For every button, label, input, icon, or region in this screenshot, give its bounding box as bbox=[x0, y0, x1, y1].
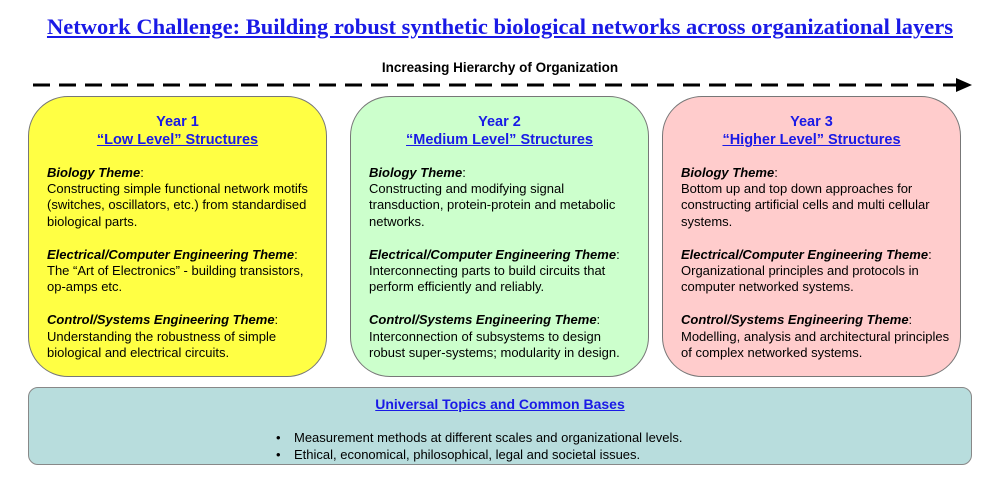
list-item-text: Measurement methods at different scales and organizational levels. bbox=[294, 430, 683, 445]
theme-colon: : bbox=[616, 246, 620, 262]
universal-topics-title: Universal Topics and Common Bases bbox=[375, 396, 625, 412]
year-2-control-theme bbox=[369, 312, 638, 361]
year-1-electrical-theme bbox=[47, 247, 316, 296]
year-1-box bbox=[28, 96, 327, 377]
theme-colon: : bbox=[908, 312, 913, 328]
hierarchy-arrow-head bbox=[956, 78, 972, 92]
year-3-title: Year 3 bbox=[790, 114, 833, 130]
theme-text: Interconnecting parts to build circuits that perform efficiently and reliably. bbox=[369, 263, 606, 295]
year-3-level: “Higher Level” Structures bbox=[722, 132, 901, 148]
year-1-biology-theme bbox=[47, 165, 316, 230]
theme-colon: : bbox=[462, 165, 466, 180]
theme-label: Electrical/Computer Engineering Theme bbox=[369, 246, 617, 262]
year-1-level: “Low Level” Structures bbox=[96, 132, 259, 148]
theme-label: Electrical/Computer Engineering Theme bbox=[681, 246, 929, 262]
year-2-level: “Medium Level” Structures bbox=[406, 132, 593, 148]
list-item bbox=[276, 447, 683, 464]
theme-colon: : bbox=[596, 312, 601, 328]
year-1-title: Year 1 bbox=[156, 114, 199, 130]
year-3-control-theme bbox=[681, 312, 950, 361]
theme-text: Constructing simple functional network motifs (switches, oscillators, etc.) from standardised biological parts. bbox=[47, 181, 308, 229]
universal-topics-list bbox=[276, 430, 683, 463]
theme-colon: : bbox=[140, 165, 144, 180]
theme-colon: : bbox=[294, 246, 298, 262]
year-2-electrical-theme bbox=[369, 247, 638, 296]
theme-label: Biology Theme bbox=[47, 165, 141, 180]
theme-label: Control/Systems Engineering Theme bbox=[681, 312, 909, 328]
universal-topics-box bbox=[28, 387, 972, 465]
list-item bbox=[276, 430, 683, 447]
theme-label: Control/Systems Engineering Theme bbox=[47, 312, 275, 328]
bullet-icon: • bbox=[276, 446, 281, 462]
list-item-text: Ethical, economical, philosophical, legal and societal issues. bbox=[294, 446, 641, 462]
theme-text: Modelling, analysis and architectural principles of complex networked systems. bbox=[681, 328, 950, 360]
bullet-icon: • bbox=[276, 430, 281, 445]
theme-text: Understanding the robustness of simple biological and electrical circuits. bbox=[47, 328, 277, 360]
hierarchy-arrow bbox=[0, 72, 1000, 98]
year-2-title: Year 2 bbox=[478, 114, 521, 130]
year-2-box bbox=[350, 96, 649, 377]
theme-colon: : bbox=[928, 246, 932, 262]
theme-colon: : bbox=[274, 312, 279, 328]
theme-text: Organizational principles and protocols in computer networked systems. bbox=[681, 263, 919, 295]
year-3-biology-theme bbox=[681, 165, 950, 230]
year-1-control-theme bbox=[47, 312, 316, 361]
year-3-box bbox=[662, 96, 961, 377]
theme-label: Control/Systems Engineering Theme bbox=[369, 312, 597, 328]
theme-text: The “Art of Electronics” - building transistors, op-amps etc. bbox=[47, 263, 304, 295]
theme-label: Biology Theme bbox=[369, 165, 463, 180]
theme-text: Interconnection of subsystems to design robust super-systems; modularity in design. bbox=[369, 328, 620, 360]
year-2-biology-theme bbox=[369, 165, 638, 230]
theme-text: Constructing and modifying signal transduction, protein-protein and metabolic networks. bbox=[369, 181, 616, 229]
year-3-electrical-theme bbox=[681, 247, 950, 296]
hierarchy-label: Increasing Hierarchy of Organization bbox=[381, 60, 619, 75]
theme-text: Bottom up and top down approaches for constructing artificial cells and multi cellular systems. bbox=[681, 181, 930, 229]
theme-label: Electrical/Computer Engineering Theme bbox=[47, 246, 295, 262]
theme-colon: : bbox=[774, 165, 778, 180]
page-title: Network Challenge: Building robust synthetic biological networks across organizational layers bbox=[46, 14, 954, 39]
theme-label: Biology Theme bbox=[681, 165, 775, 180]
